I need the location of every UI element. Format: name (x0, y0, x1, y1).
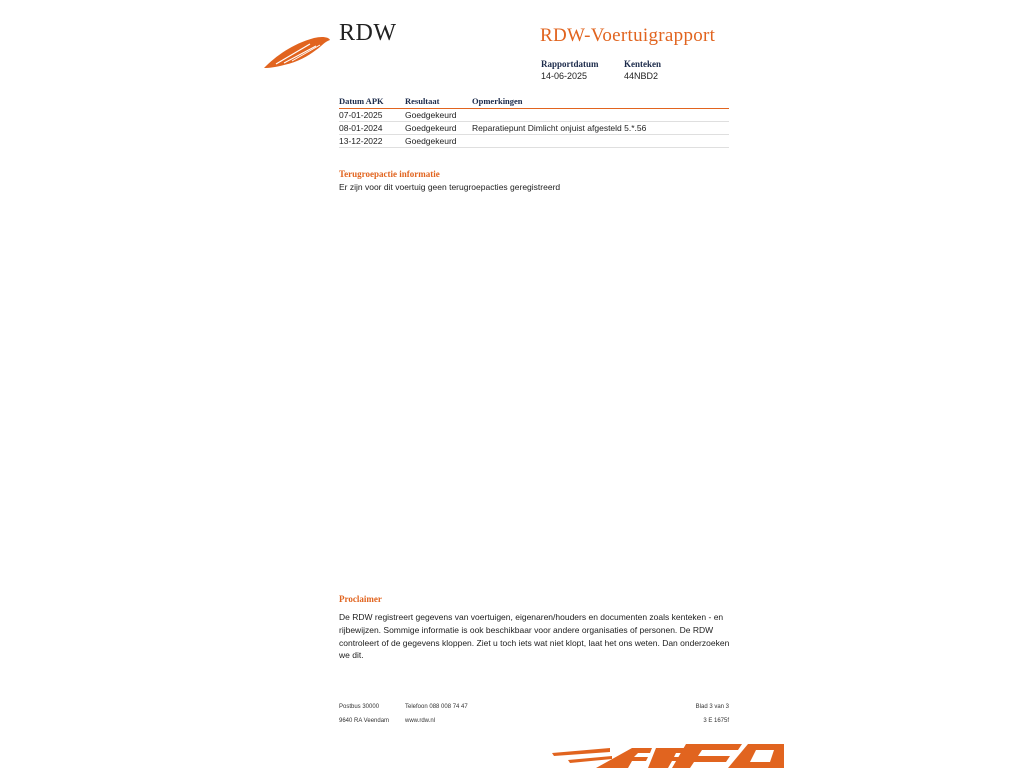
footer-page-number: Blad 3 van 3 (695, 704, 729, 710)
footer-postbus: Postbus 30000 (339, 704, 380, 710)
table-row (339, 135, 729, 148)
apk-table (339, 95, 729, 148)
cell-date: 13-12-2022 (339, 135, 405, 148)
column-header-date: Datum APK (339, 95, 405, 109)
cell-result: Goedgekeurd (405, 122, 472, 135)
cell-result: Goedgekeurd (405, 135, 472, 148)
table-header-row (339, 95, 729, 109)
table-row (339, 109, 729, 122)
proclaimer-text: De RDW registreert gegevens van voertuigen, eigenaren/houders en documenten zoals kenteken - en rijbewijzen. Sommige informatie is ook beschikbaar voor andere organisaties of personen. De RDW controleert of de gegevens kloppen. Ziet u toch iets wat niet klopt, laat het ons weten. Dan onderzoeken we dit. (339, 612, 730, 661)
table-row (339, 122, 729, 135)
rdw-stripes-graphic-icon (552, 744, 784, 768)
recall-title: Terugroepactie informatie (339, 169, 440, 179)
footer-phone: Telefoon 088 008 74 47 (405, 704, 468, 710)
plate-value: 44NBD2 (624, 71, 659, 81)
cell-date: 08-01-2024 (339, 122, 405, 135)
cell-result: Goedgekeurd (405, 109, 472, 122)
column-header-result: Resultaat (405, 95, 472, 109)
footer-code: 3 E 1675f (703, 718, 729, 724)
brand-name: RDW (339, 20, 397, 46)
report-title: RDW-Voertuigrapport (540, 25, 716, 46)
cell-remarks (472, 135, 729, 148)
report-date-label: Rapportdatum (541, 59, 599, 69)
proclaimer-title: Proclaimer (339, 594, 382, 604)
cell-remarks (472, 109, 729, 122)
rdw-logo-icon (262, 34, 332, 70)
recall-text: Er zijn voor dit voertuig geen terugroepacties geregistreerd (339, 182, 561, 192)
report-date-value: 14-06-2025 (541, 71, 588, 81)
cell-remarks: Reparatiepunt Dimlicht onjuist afgesteld 5.*.56 (472, 122, 729, 135)
cell-date: 07-01-2025 (339, 109, 405, 122)
footer-website[interactable]: www.rdw.nl (405, 718, 436, 724)
footer-address: 9640 RA Veendam (339, 718, 390, 724)
column-header-remarks: Opmerkingen (472, 95, 729, 109)
plate-label: Kenteken (624, 59, 661, 69)
